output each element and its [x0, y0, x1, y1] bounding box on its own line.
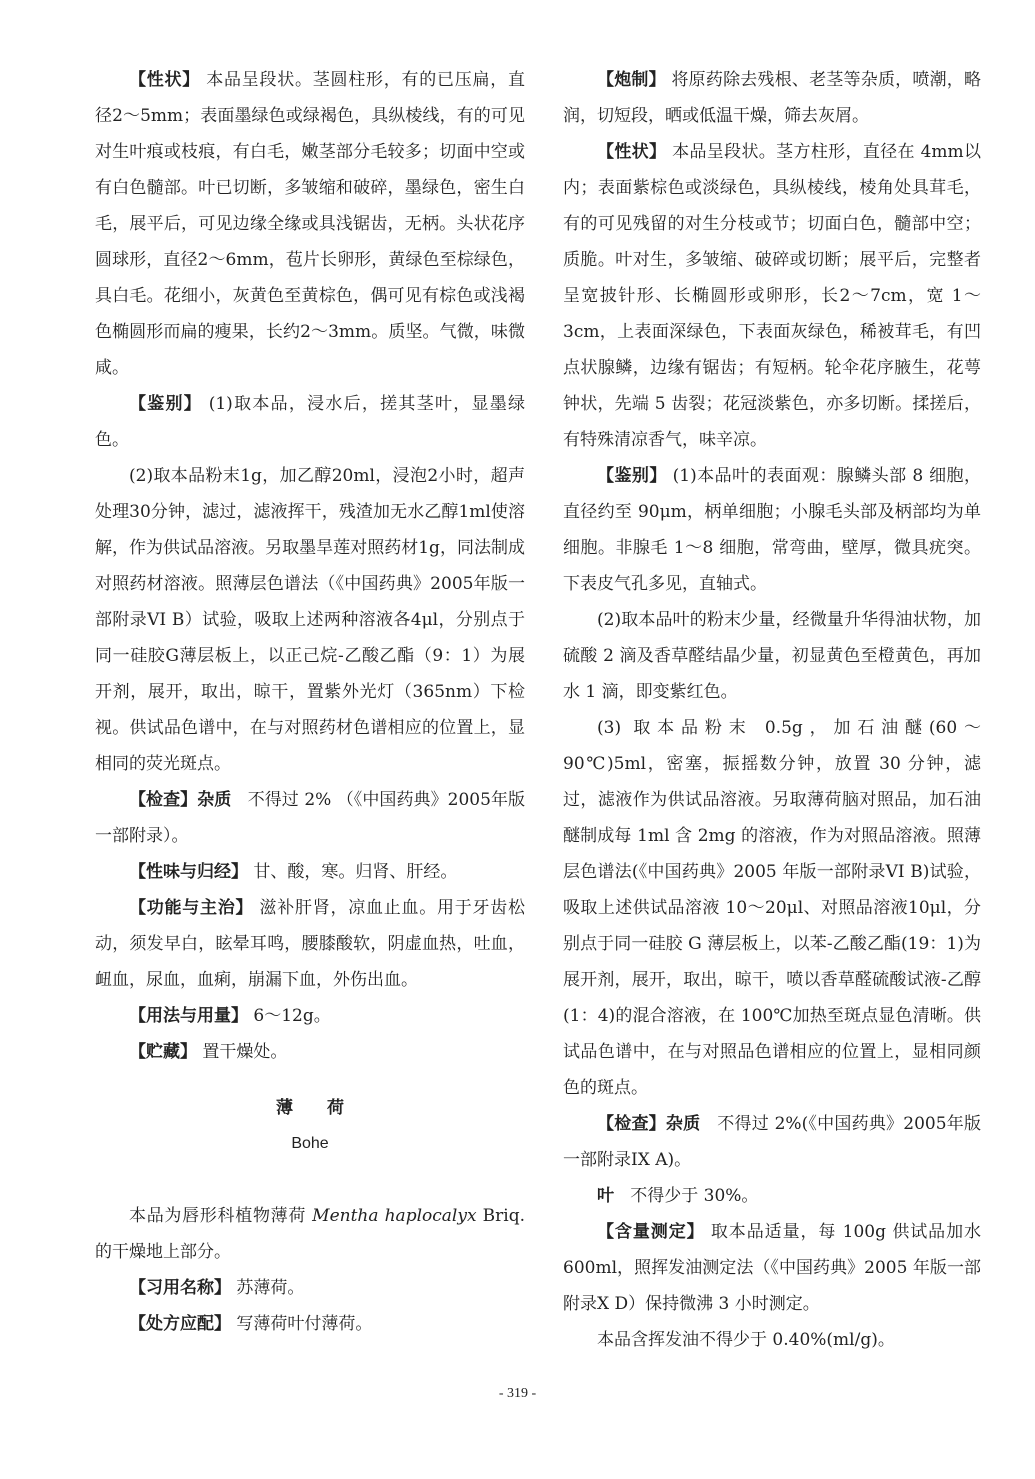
paragraph-identification-2: (2)取本品叶的粉末少量，经微量升华得油状物，加硫酸 2 滴及香草醛结晶少量，初显黄色至橙黄色，再加水 1 滴，即变紫红色。	[563, 610, 981, 702]
left-column	[95, 62, 525, 1342]
section-text: 滋补肝肾，凉血止血。用于牙齿松动，须发早白，眩晕耳鸣，腰膝酸软，阴虚血热，吐血，衄血，尿血，血痢，崩漏下血，外伤出血。	[95, 898, 526, 990]
section-jiancha	[95, 782, 525, 854]
section-text: 本品呈段状。茎圆柱形，有的已压扁，直径2～5mm；表面墨绿色或绿褐色，具纵棱线，有的可见对生叶痕或枝痕，有白毛，嫩茎部分毛较多；切面中空或有白色髓部。叶已切断，多皱缩和破碎，墨绿色，密生白毛，展平后，可见边缘全缘或具浅锯齿，无柄。头状花序圆球形，直径2～6mm，苞片长卵形，黄绿色至棕绿色，具白毛。花细小，灰黄色至黄棕色，偶可见有棕色或浅褐色椭圆形而扁的瘦果，长约2～3mm。质坚。气微，味微咸。	[95, 70, 526, 378]
entry-title: 薄荷	[276, 1098, 378, 1118]
section-ye	[563, 1178, 981, 1214]
section-xingzhuang	[95, 62, 525, 386]
section-label: 【性状】	[129, 70, 201, 90]
section-text: 甘、酸，寒。归肾、肝经。	[253, 862, 458, 882]
section-label: 【用法与用量】	[129, 1006, 248, 1026]
section-label: 【习用名称】	[129, 1278, 231, 1298]
paragraph-identification-3: (3) 取本品粉末 0.5g，加石油醚(60～90℃)5ml，密塞，振摇数分钟，放置 30 分钟，滤过，滤液作为供试品溶液。另取薄荷脑对照品，加石油醚制成每 1ml 含 2mg 的溶液，作为对照品溶液。照薄层色谱法(《中国药典》2005 年版一部附录VI B)试验，吸取上述供试品溶液 10～20μl、对照品溶液10μl，分别点于同一硅胶 G 薄层板上，以苯-乙酸乙酯(19：1)为展开剂，展开，取出，晾干，喷以香草醛硫酸试液-乙醇(1：4)的混合溶液，在 100℃加热至斑点显色清晰。供试品色谱中，在与对照品色谱相应的位置上，显相同颜色的斑点。	[563, 718, 981, 1098]
section-text: 不得过 2% （《中国药典》2005年版一部附录）。	[95, 790, 525, 846]
section-jiancha	[563, 1106, 981, 1178]
section-label: 【处方应配】	[129, 1314, 231, 1334]
section-text: 置干燥处。	[202, 1042, 288, 1062]
section-label: 【功能与主治】	[129, 898, 254, 918]
section-zhucang	[95, 1034, 525, 1070]
section-label: 【炮制】	[597, 70, 666, 90]
section-label: 叶	[597, 1186, 614, 1206]
section-xingzhuang	[563, 134, 981, 458]
section-text: 将原药除去残根、老茎等杂质，喷潮，略润，切短段，晒或低温干燥，筛去灰屑。	[563, 70, 982, 126]
section-xiyong	[95, 1270, 525, 1306]
section-text: (1)本品叶的表面观：腺鳞头部 8 细胞，直径约至 90μm，柄单细胞；小腺毛头部及柄部均为单细胞。非腺毛 1～8 细胞，常弯曲，壁厚，微具疣突。下表皮气孔多见，直轴式。	[563, 466, 982, 594]
section-label: 【检查】杂质	[129, 790, 232, 810]
section-label: 【检查】杂质	[597, 1114, 701, 1134]
section-xingwei	[95, 854, 525, 890]
section-label: 【鉴别】	[597, 466, 667, 486]
section-gongneng	[95, 890, 525, 998]
section-label: 【性味与归经】	[129, 862, 248, 882]
section-label: 【含量测定】	[597, 1222, 705, 1242]
section-text: (1)取本品，浸水后，搓其茎叶，显墨绿色。	[95, 394, 526, 450]
section-yongfa	[95, 998, 525, 1034]
section-text: 写薄荷叶付薄荷。	[236, 1314, 373, 1334]
source-text: 本品为唇形科植物薄荷	[129, 1206, 307, 1226]
section-text: 不得过 2%(《中国药典》2005年版一部附录IX A)。	[563, 1114, 982, 1170]
section-chufang	[95, 1306, 525, 1342]
section-label: 【性状】	[597, 142, 667, 162]
entry-source	[95, 1198, 525, 1270]
section-jianbie	[563, 458, 981, 602]
section-jianbie	[95, 386, 525, 458]
section-text: 本品呈段状。茎方柱形，直径在 4mm以内；表面紫棕色或淡绿色，具纵棱线，棱角处具茸毛，有的可见残留的对生分枝或节；切面白色，髓部中空；质脆。叶对生，多皱缩、破碎或切断；展平后，完整者呈宽披针形、长椭圆形或卵形，长2～7cm，宽 1～3cm，上表面深绿色，下表面灰绿色，稀被茸毛，有凹点状腺鳞，边缘有锯齿；有短柄。轮伞花序腋生，花萼钟状，先端 5 齿裂；花冠淡紫色，亦多切断。揉搓后，有特殊清凉香气，味辛凉。	[563, 142, 981, 450]
section-hanliang	[563, 1214, 981, 1322]
section-text: 取本品适量，每 100g 供试品加水 600ml，照挥发油测定法（《中国药典》2005 年版一部附录X D）保持微沸 3 小时测定。	[563, 1222, 982, 1314]
latin-name: Mentha haplocalyx	[312, 1206, 477, 1226]
section-text: 6～12g。	[253, 1006, 331, 1026]
paragraph-content-limit: 本品含挥发油不得少于 0.40%(ml/g)。	[597, 1330, 895, 1350]
page-number: - 319 -	[498, 1386, 537, 1401]
section-text: 不得少于 30%。	[630, 1186, 759, 1206]
entry-pinyin: Bohe	[291, 1135, 329, 1152]
source-text-end: Briq.的干燥地上部分。	[95, 1206, 526, 1262]
section-paozhi	[563, 62, 981, 134]
section-label: 【鉴别】	[129, 394, 203, 414]
right-column	[563, 62, 981, 1358]
section-text: 苏薄荷。	[236, 1278, 305, 1298]
paragraph-identification-2: (2)取本品粉末1g，加乙醇20ml，浸泡2小时，超声处理30分钟，滤过，滤液挥干，残渣加无水乙醇1ml使溶解，作为供试品溶液。另取墨旱莲对照药材1g，同法制成对照药材溶液。照薄层色谱法（《中国药典》2005年版一部附录VI B）试验，吸取上述两种溶液各4μl，分别点于同一硅胶G薄层板上，以正己烷-乙酸乙酯（9：1）为展开剂，展开，取出，晾干，置紫外光灯（365nm）下检视。供试品色谱中，在与对照药材色谱相应的位置上，显相同的荧光斑点。	[95, 466, 525, 774]
section-label: 【贮藏】	[129, 1042, 197, 1062]
